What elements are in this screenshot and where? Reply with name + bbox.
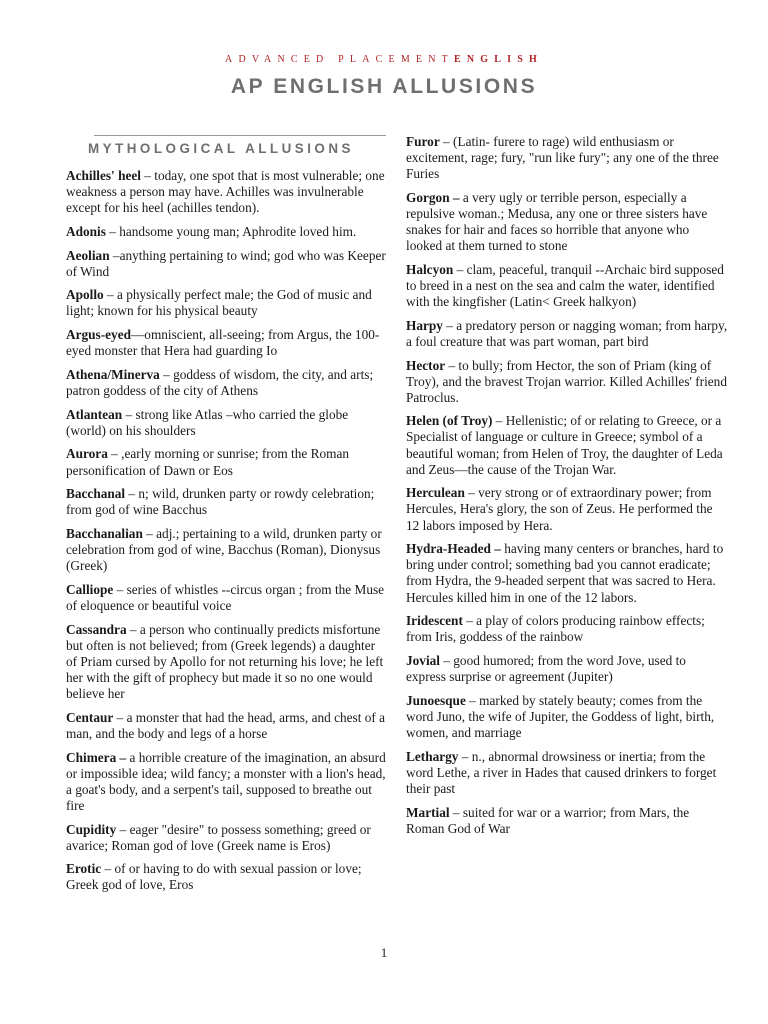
entry-definition: – n; wild, drunken party or rowdy celebration; from god of wine Bacchus (66, 486, 375, 518)
entry-term: Aeolian (66, 247, 110, 263)
entry-martial (406, 805, 728, 837)
entry-definition: – goddess of wisdom, the city, and arts; patron goddess of the city of Athens (66, 366, 374, 398)
left-column (66, 168, 388, 901)
entry-harpy (406, 318, 728, 350)
entry-aurora (66, 446, 388, 478)
entry-chimera (66, 750, 388, 814)
page-number: 1 (380, 945, 388, 960)
entry-jovial (406, 653, 728, 685)
entry-hector (406, 358, 728, 406)
entry-adonis (66, 224, 388, 240)
entry-definition: – n., abnormal drowsiness or inertia; from the word Lethe, a river in Hades that caused drinkers to forget their past (406, 748, 717, 796)
entry-definition: – ,early morning or sunrise; from the Roman personification of Dawn or Eos (66, 446, 350, 478)
entry-definition: – good humored; from the word Jove, used to express surprise or agreement (Jupiter) (406, 652, 686, 685)
entry-term: Lethargy (406, 748, 459, 764)
entry-argus-eyed (66, 327, 388, 359)
entry-term: Furor (406, 134, 440, 149)
entry-hydra-headed (406, 541, 728, 605)
entry-iridescent (406, 613, 728, 645)
entry-definition: – series of whistles --circus organ ; from the Muse of eloquence or beautiful voice (66, 581, 385, 613)
entry-term: Athena/Minerva (66, 366, 160, 382)
kicker-part2: ENGLISH (453, 54, 543, 65)
entry-definition: having many centers or branches, hard to bring under control; something bad you cannot eradicate; from Hydra, the 9-headed serpent that was sacred to Hera. Hercules killed him in one of the 12 labors. (406, 541, 724, 605)
entry-definition: – suited for war or a warrior; from Mars, the Roman God of War (406, 804, 690, 836)
entry-definition: – marked by stately beauty; comes from the word Juno, the wife of Jupiter, the Goddess of light, birth, women, and marriage (406, 692, 715, 740)
entry-calliope (66, 582, 388, 614)
entry-definition: – adj.; pertaining to a wild, drunken party or celebration from god of wine, Bacchus (Roman), Dionysus (Greek) (66, 526, 382, 574)
entry-term: Argus-eyed (66, 327, 131, 343)
entry-definition: – strong like Atlas –who carried the globe (world) on his shoulders (66, 406, 349, 438)
entry-term: Cassandra (66, 621, 127, 637)
entry-definition: – today, one spot that is most vulnerable; one weakness a person may have. Achilles was invulnerable except for his heel (achilles tendon). (66, 168, 385, 216)
entry-achilles-heel (66, 168, 388, 216)
entry-junoesque (406, 693, 728, 741)
page-title: AP ENGLISH ALLUSIONS (230, 75, 538, 98)
entry-definition: a horrible creature of the imagination, an absurd or impossible idea; wild fancy; a monster with a lion's head, a goat's body, and a serpent's tail, supposed to breathe out fire (66, 749, 386, 813)
entry-term: Bacchanal (66, 486, 126, 502)
entry-definition: – to bully; from Hector, the son of Priam (king of Troy), and the bravest Trojan warrior. Killed Achilles' friend Patroclus. (406, 357, 727, 405)
entry-definition: – eager "desire" to possess something; greed or avarice; Roman god of love (Greek name is Eros) (66, 821, 371, 853)
document-kicker (0, 54, 768, 65)
entry-term: Aurora (66, 446, 108, 462)
entry-bacchanal (66, 486, 388, 518)
entry-term: Halcyon (406, 261, 454, 277)
entry-definition: – a person who continually predicts misfortune but often is not believed; from (Greek legends) a daughter of Priam cursed by Apollo for not returning his love; he left her with the gift of prophecy but made it so no one would believe her (66, 621, 384, 702)
entry-term: Martial (406, 804, 450, 820)
entry-centaur (66, 710, 388, 742)
section-heading: MYTHOLOGICAL ALLUSIONS (88, 141, 354, 156)
entry-aeolian (66, 248, 388, 280)
entry-definition: —omniscient, all-seeing; from Argus, the 100-eyed monster that Hera had guarding Io (66, 327, 380, 359)
entry-term: Atlantean (66, 406, 123, 422)
entry-definition: – a monster that had the head, arms, and chest of a man, and the body and legs of a horse (66, 709, 386, 741)
entry-atlantean (66, 407, 388, 439)
entry-term: Hydra-Headed – (406, 541, 501, 557)
entry-definition: – handsome young man; Aphrodite loved him. (105, 223, 357, 239)
entry-term: Centaur (66, 709, 114, 725)
entry-halcyon (406, 262, 728, 310)
entry-term: Cupidity (66, 821, 117, 837)
entry-term: Harpy (406, 317, 443, 333)
right-column (406, 134, 728, 844)
entry-term: Jovial (406, 652, 440, 668)
entry-definition: – very strong or of extraordinary power; from Hercules, Hera's glory, the son of Zeus. He performed the 12 labors imposed by Hera. (406, 485, 713, 533)
entry-term: Herculean (406, 485, 465, 501)
entry-term: Chimera – (66, 749, 127, 765)
entry-definition: a very ugly or terrible person, especially a repulsive woman.; Medusa, any one or three sisters have snakes for hair and faces so horrible that anyone who looked at them turned to stone (406, 189, 708, 254)
entry-term: Junoesque (406, 692, 466, 708)
entry-helen-of-troy (406, 413, 728, 477)
entry-term: Calliope (66, 581, 114, 597)
entry-definition: – a physically perfect male; the God of music and light; known for his physical beauty (66, 287, 372, 319)
entry-term: Bacchanalian (66, 526, 143, 542)
entry-definition: – of or having to do with sexual passion or love; Greek god of love, Eros (66, 861, 362, 893)
entry-lethargy (406, 749, 728, 797)
entry-erotic (66, 861, 388, 893)
entry-definition: –anything pertaining to wind; god who was Keeper of Wind (66, 247, 386, 279)
entry-term: Apollo (66, 287, 104, 303)
entry-gorgon (406, 190, 728, 254)
entry-herculean (406, 485, 728, 533)
kicker-part1: ADVANCED PLACEMENT (225, 54, 454, 65)
entry-definition: – (Latin- furere to rage) wild enthusiasm or excitement, rage; fury, "run like fury"; any one of the three Furies (406, 134, 719, 182)
entry-definition: – clam, peaceful, tranquil --Archaic bird supposed to breed in a nest on the sea and calm the water, identified with the kingfisher (Latin< Greek halkyon) (406, 261, 724, 310)
entry-furor (406, 134, 728, 182)
entry-cupidity (66, 822, 388, 854)
entry-athena-minerva (66, 367, 388, 399)
entry-term: Gorgon – (406, 189, 460, 205)
entry-bacchanalian (66, 526, 388, 574)
entry-term: Erotic (66, 861, 102, 877)
entry-term: Iridescent (406, 613, 463, 629)
section-divider (94, 135, 386, 136)
entry-apollo (66, 287, 388, 319)
entry-term: Helen (of Troy) (406, 413, 493, 429)
entry-term: Adonis (66, 223, 106, 239)
entry-term: Achilles' heel (66, 168, 141, 183)
entry-definition: – a play of colors producing rainbow effects; from Iris, goddess of the rainbow (406, 613, 705, 645)
entry-term: Hector (406, 357, 446, 373)
entry-cassandra (66, 622, 388, 702)
entry-definition: – Hellenistic; of or relating to Greece, or a Specialist of language or culture in Greece; symbol of a beautiful woman; from Helen of Troy, the daughter of Leda and Zeus—the cause of the Trojan War. (406, 413, 723, 477)
entry-definition: – a predatory person or nagging woman; from harpy, a foul creature that was part woman, part bird (406, 317, 728, 349)
